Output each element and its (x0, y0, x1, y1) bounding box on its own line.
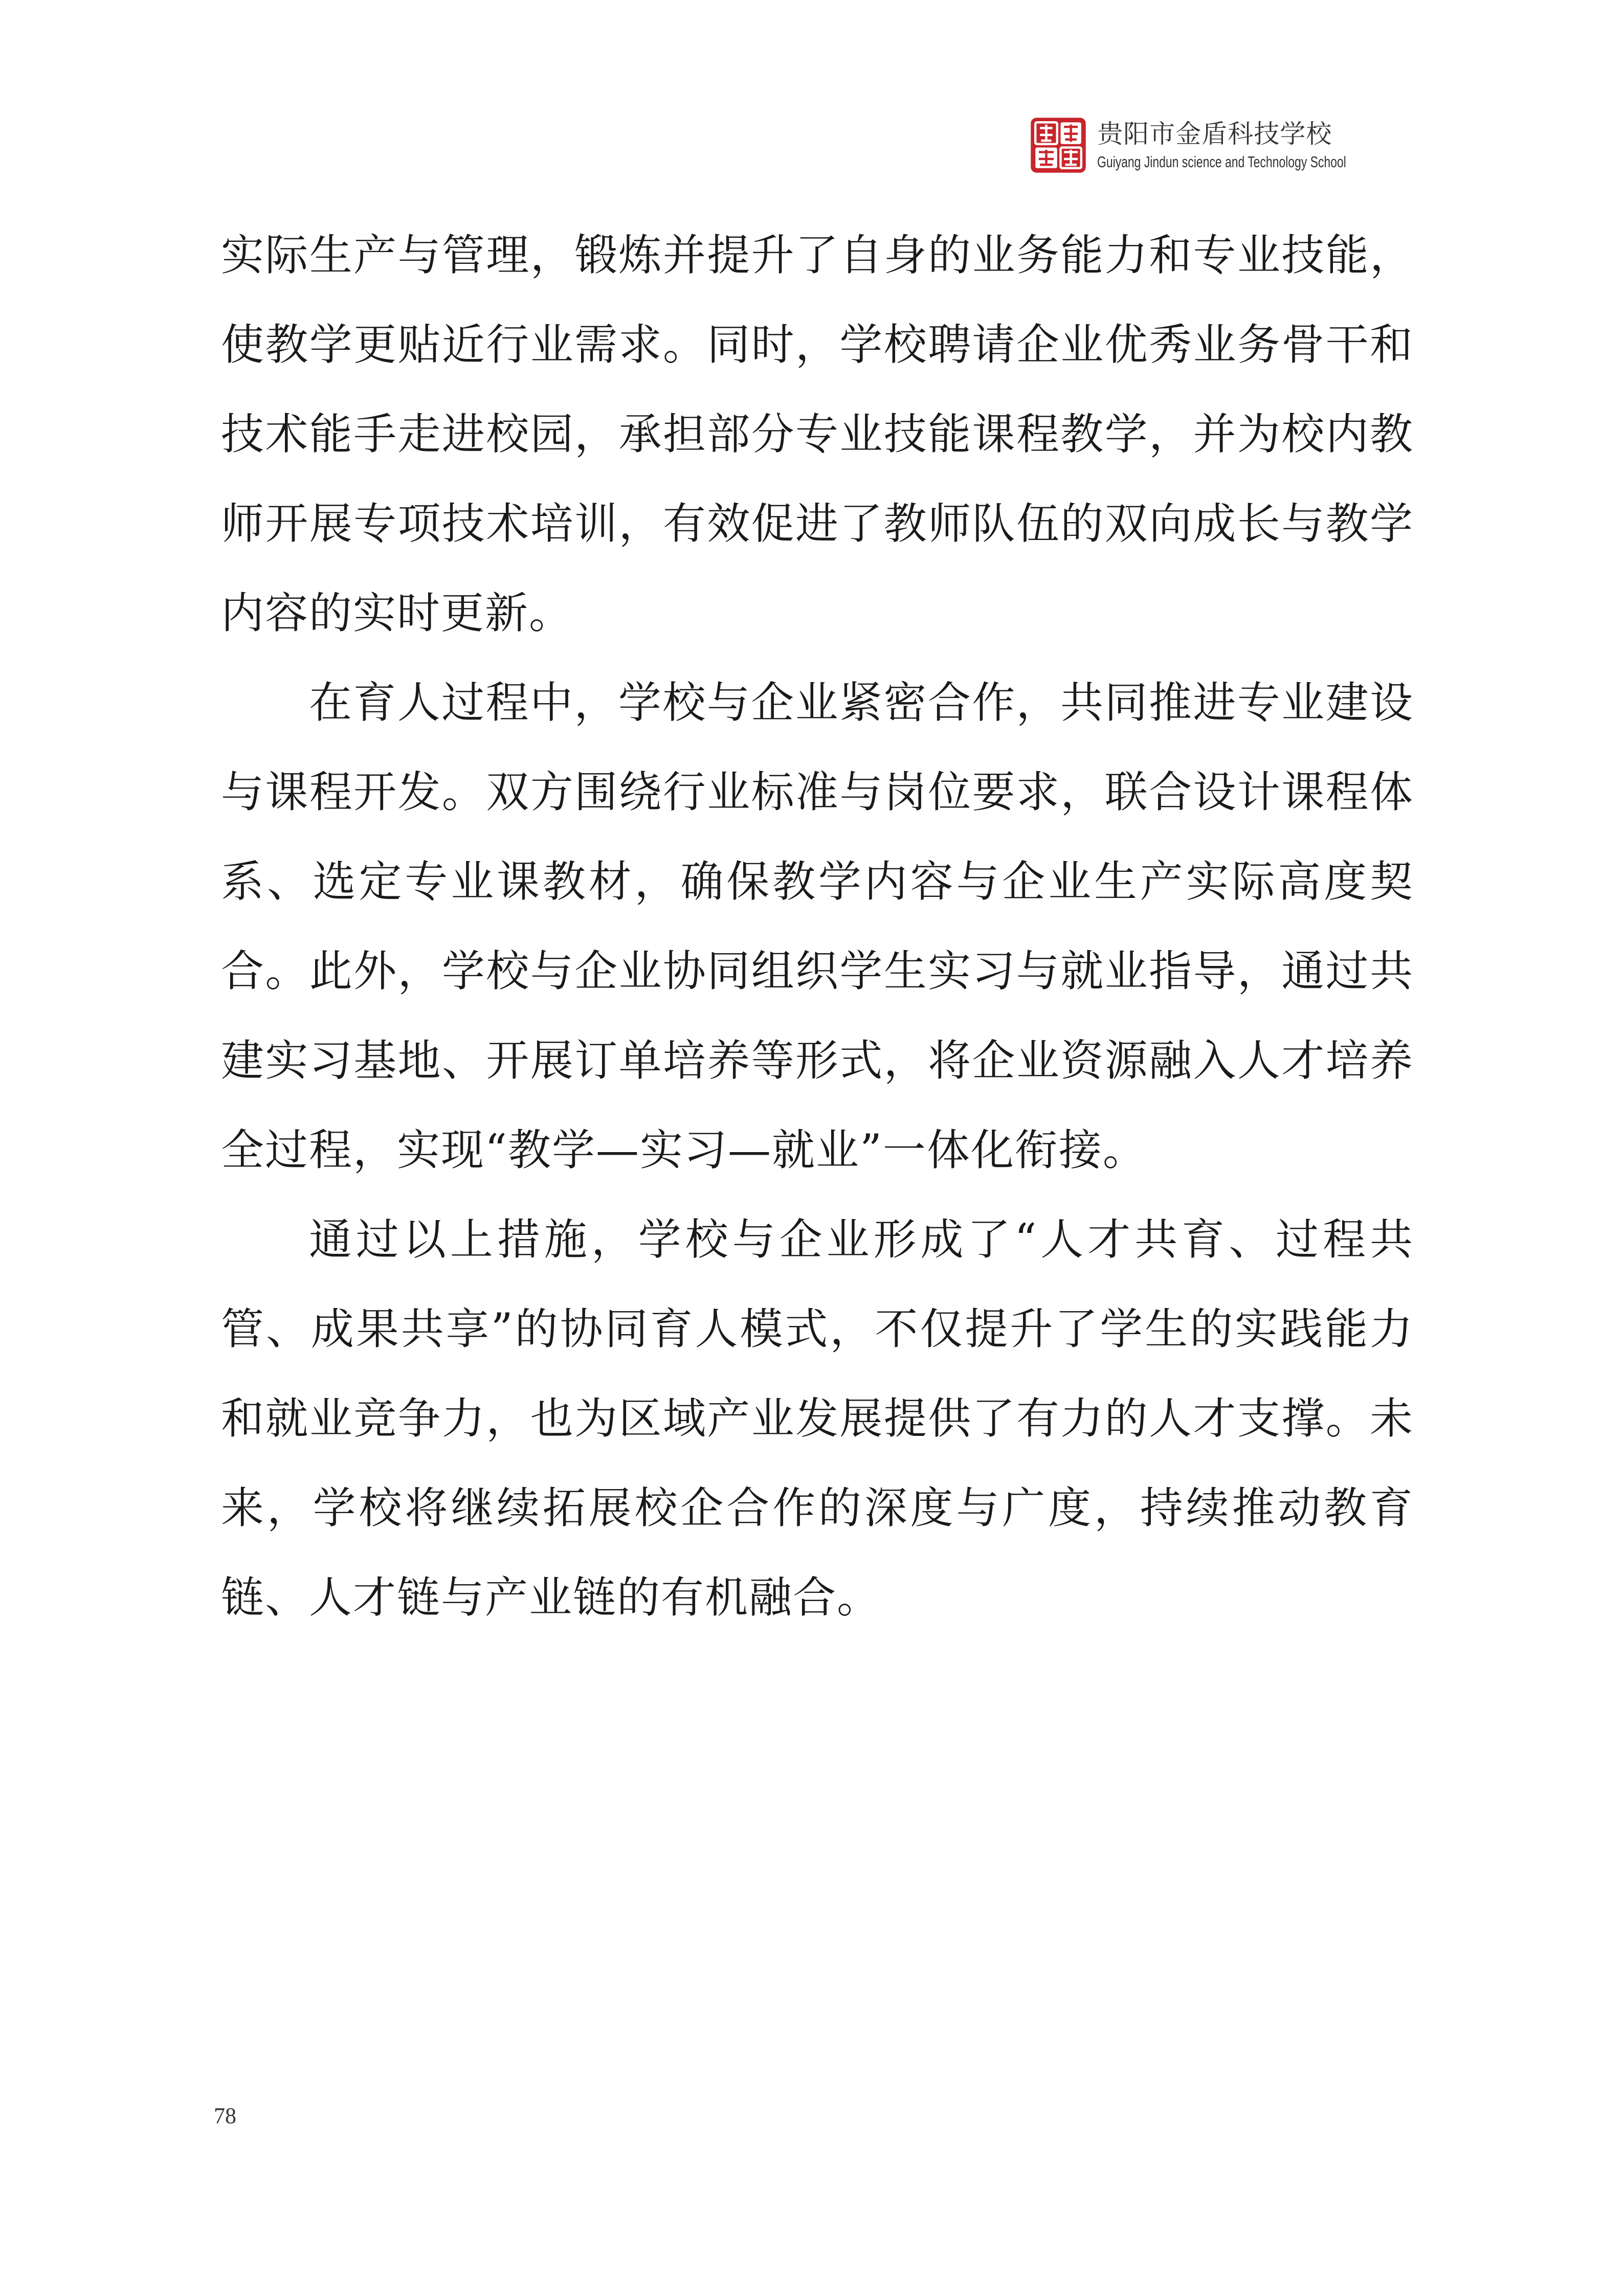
page-header (1030, 117, 1434, 174)
paragraph-1: 实际生产与管理，锻炼并提升了自身的业务能力和专业技能，使教学更贴近行业需求。同时，学校聘请企业优秀业务骨干和技术能手走进校园，承担部分专业技能课程教学，并为校内教师开展专项技术培训，有效促进了教师队伍的双向成长与教学内容的实时更新。 (221, 230, 1414, 638)
paragraph-2: 在育人过程中，学校与企业紧密合作，共同推进专业建设与课程开发。双方围绕行业标准与岗位要求，联合设计课程体系、选定专业课教材，确保教学内容与企业生产实际高度契合。此外，学校与企业协同组织学生实习与就业指导，通过共建实习基地、开展订单培养等形式，将企业资源融入人才培养全过程，实现“教学—实习—就业”一体化衔接。 (221, 678, 1414, 1175)
document-body (221, 211, 1414, 1642)
school-seal-icon (1030, 117, 1087, 174)
page-number: 78 (214, 2103, 236, 2128)
school-name-en: Guiyang Jindun science and Technology School (1097, 153, 1346, 171)
school-name-cn: 贵阳市金盾科技学校 (1097, 119, 1332, 149)
paragraph-3: 通过以上措施，学校与企业形成了“人才共育、过程共管、成果共享”的协同育人模式，不仅提升了学生的实践能力和就业竞争力，也为区域产业发展提供了有力的人才支撑。未来，学校将继续拓展校企合作的深度与广度，持续推动教育链、人才链与产业链的有机融合。 (221, 1214, 1414, 1623)
school-name-block (1097, 118, 1434, 172)
